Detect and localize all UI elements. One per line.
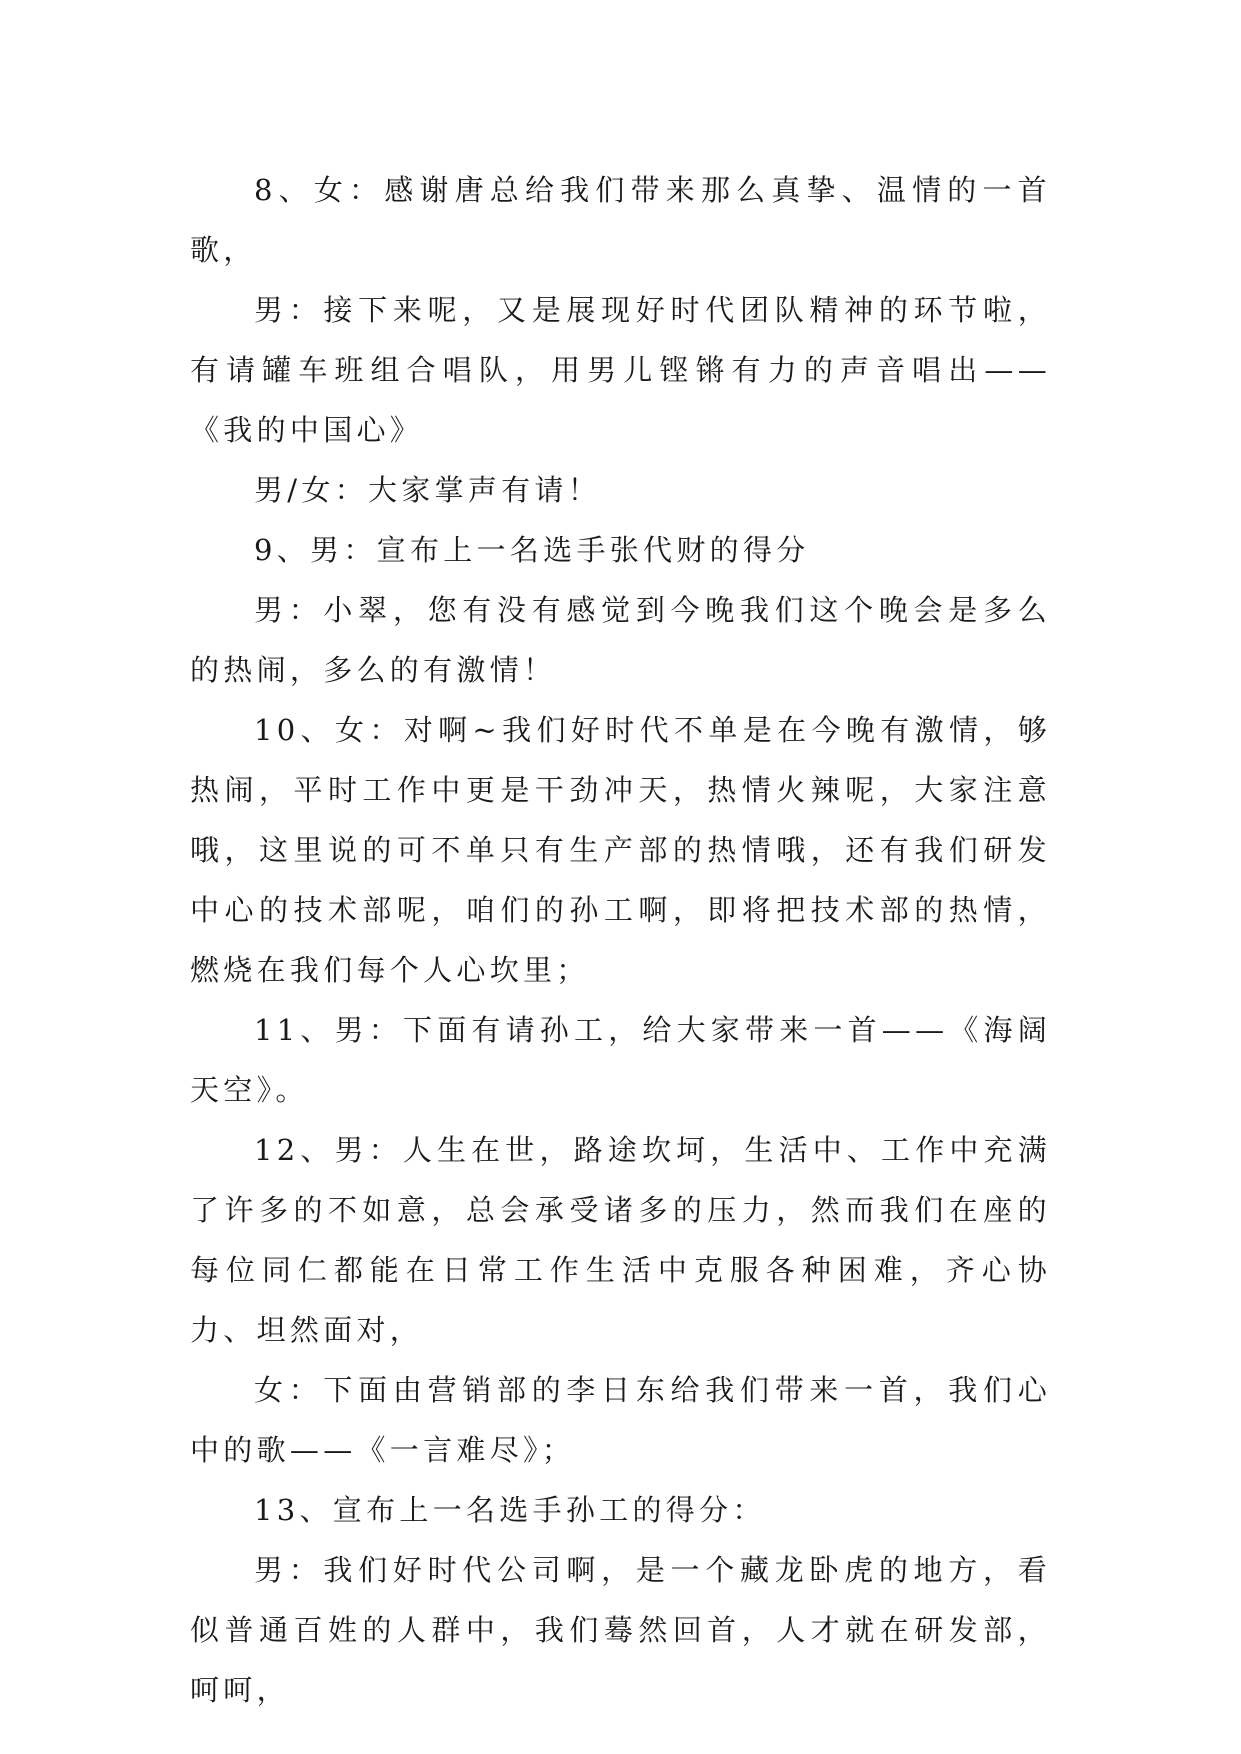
paragraph-3: 男/女：大家掌声有请！ [254, 473, 602, 507]
paragraph-10: 13、宣布上一名选手孙工的得分： [254, 1493, 766, 1527]
paragraph-6: 10、女：对啊~我们好时代不单是在今晚有激情，够热闹，平时工作中更是干劲冲天，热情火辣呢，大家注意哦，这里说的可不单只有生产部的热情哦，还有我们研发中心的技术部呢，咱们的孙工啊，即将把技术部的热情，燃烧在我们每个人心坎里； [190, 713, 1051, 987]
paragraph-1: 8、女：感谢唐总给我们带来那么真挚、温情的一首歌， [190, 173, 1051, 267]
paragraph-9: 女：下面由营销部的李日东给我们带来一首，我们心中的歌——《一言难尽》； [190, 1373, 1051, 1467]
paragraph-5: 男：小翠，您有没有感觉到今晚我们这个晚会是多么的热闹，多么的有激情！ [190, 593, 1051, 687]
paragraph-2: 男：接下来呢，又是展现好时代团队精神的环节啦，有请罐车班组合唱队，用男儿铿锵有力的声音唱出——《我的中国心》 [190, 293, 1051, 447]
document-body [190, 160, 1051, 1720]
paragraph-8: 12、男：人生在世，路途坎坷，生活中、工作中充满了许多的不如意，总会承受诸多的压力，然而我们在座的每位同仁都能在日常工作生活中克服各种困难，齐心协力、坦然面对， [190, 1133, 1051, 1347]
paragraph-11: 男：我们好时代公司啊，是一个藏龙卧虎的地方，看似普通百姓的人群中，我们蓦然回首，人才就在研发部，呵呵， [190, 1553, 1051, 1707]
paragraph-7: 11、男：下面有请孙工，给大家带来一首——《海阔天空》。 [190, 1013, 1051, 1107]
paragraph-4: 9、男：宣布上一名选手张代财的得分 [254, 533, 810, 567]
